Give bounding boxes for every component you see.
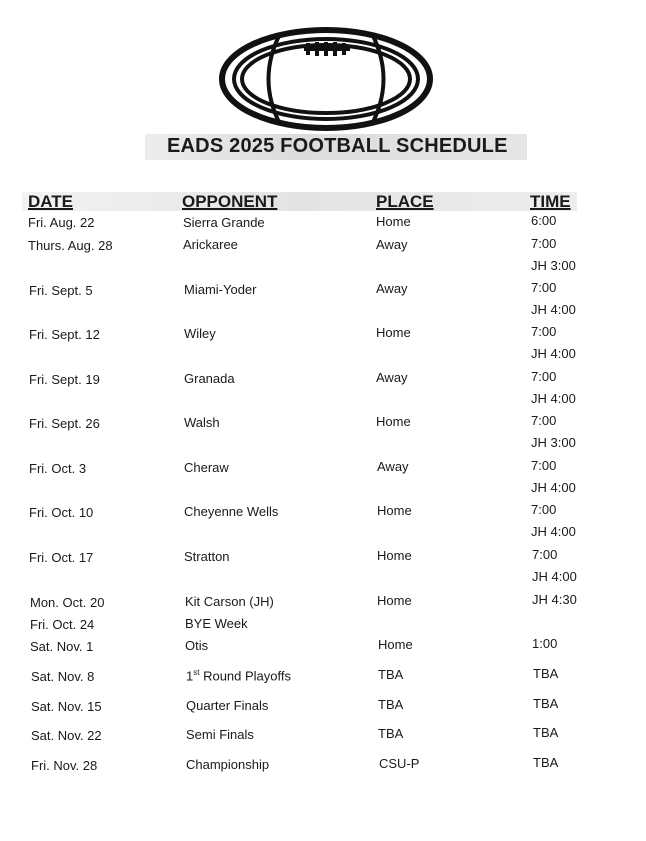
column-header-time: TIME [530,192,571,211]
game-date: Sat. Nov. 15 [31,699,102,714]
round-ordinal-suffix: st [193,668,200,677]
round-label: Round Playoffs [199,668,292,684]
game-jv-time: JH 4:00 [531,480,576,495]
game-opponent: Miami-Yoder [184,282,257,297]
game-place: TBA [378,667,404,682]
game-place: Away [376,281,408,296]
game-jv-time: JH 4:00 [531,524,576,539]
game-date: Fri. Sept. 5 [29,283,93,298]
column-header-opponent: OPPONENT [182,192,278,211]
game-time: TBA [533,725,559,740]
game-time: TBA [533,755,559,770]
game-place: Away [377,459,409,474]
game-jv-time: JH 3:00 [531,258,576,273]
game-opponent: Walsh [184,415,220,430]
game-date: Fri. Oct. 3 [29,461,87,476]
game-jv-time: JH 3:00 [531,435,576,450]
game-date: Sat. Nov. 1 [30,639,94,654]
game-place: CSU-P [379,756,420,771]
game-place: Home [376,414,411,429]
game-place: Home [376,214,411,229]
game-time: 7:00 [531,280,557,295]
game-date: Fri. Sept. 12 [29,327,100,342]
game-place: Away [376,237,408,252]
game-jv-time: JH 4:00 [532,569,577,584]
game-opponent: Otis [185,638,209,653]
game-date: Fri. Nov. 28 [31,758,98,773]
game-place: Home [376,325,411,340]
game-place: Home [377,503,412,518]
column-header-place: PLACE [376,192,434,211]
game-opponent: Semi Finals [186,727,254,742]
game-opponent: Arickaree [183,237,238,252]
header-highlight [22,192,577,211]
game-jv-time: JH 4:00 [531,346,576,361]
column-header-date: DATE [28,192,74,211]
game-time: TBA [533,696,559,711]
game-date: Fri. Oct. 10 [29,505,94,520]
game-place: TBA [378,697,404,712]
game-jv-time: JH 4:00 [531,302,576,317]
game-time: 7:00 [531,502,557,517]
page-title: EADS 2025 FOOTBALL SCHEDULE [167,135,508,157]
game-date: Mon. Oct. 20 [30,595,105,610]
game-place: Away [376,370,408,385]
football-icon [218,26,434,132]
game-date: Fri. Oct. 24 [30,617,95,632]
round-number: 1 [186,668,194,684]
game-jv-time: JH 4:00 [531,391,576,406]
game-opponent: Championship [186,757,270,772]
game-date: Sat. Nov. 22 [31,728,102,743]
game-opponent: Granada [184,371,235,386]
game-place: Home [378,637,413,652]
game-place: Home [377,548,412,563]
game-time: 1:00 [532,636,558,651]
game-opponent: Kit Carson (JH) [185,594,274,609]
game-time: 7:00 [531,369,557,384]
game-time: TBA [533,666,559,681]
game-date: Fri. Aug. 22 [28,215,95,230]
game-time: 6:00 [531,213,557,228]
game-date: Fri. Sept. 19 [29,372,100,387]
game-place: Home [377,593,412,608]
game-opponent: Sierra Grande [183,215,265,230]
game-date: Fri. Sept. 26 [29,416,100,431]
game-time: 7:00 [531,413,557,428]
game-opponent [186,668,291,683]
game-opponent: BYE Week [185,616,248,631]
game-date: Thurs. Aug. 28 [28,238,113,253]
game-opponent: Wiley [184,326,216,341]
game-time: 7:00 [531,458,557,473]
game-opponent: Stratton [184,549,230,564]
game-time: 7:00 [531,324,557,339]
game-opponent: Cheraw [184,460,229,475]
game-date: Sat. Nov. 8 [31,669,95,684]
game-place: TBA [378,726,404,741]
game-date: Fri. Oct. 17 [29,550,94,565]
game-opponent: Quarter Finals [186,698,269,713]
game-time: 7:00 [531,236,557,251]
game-time: 7:00 [532,547,558,562]
game-time: JH 4:30 [532,592,577,607]
game-opponent: Cheyenne Wells [184,504,279,519]
